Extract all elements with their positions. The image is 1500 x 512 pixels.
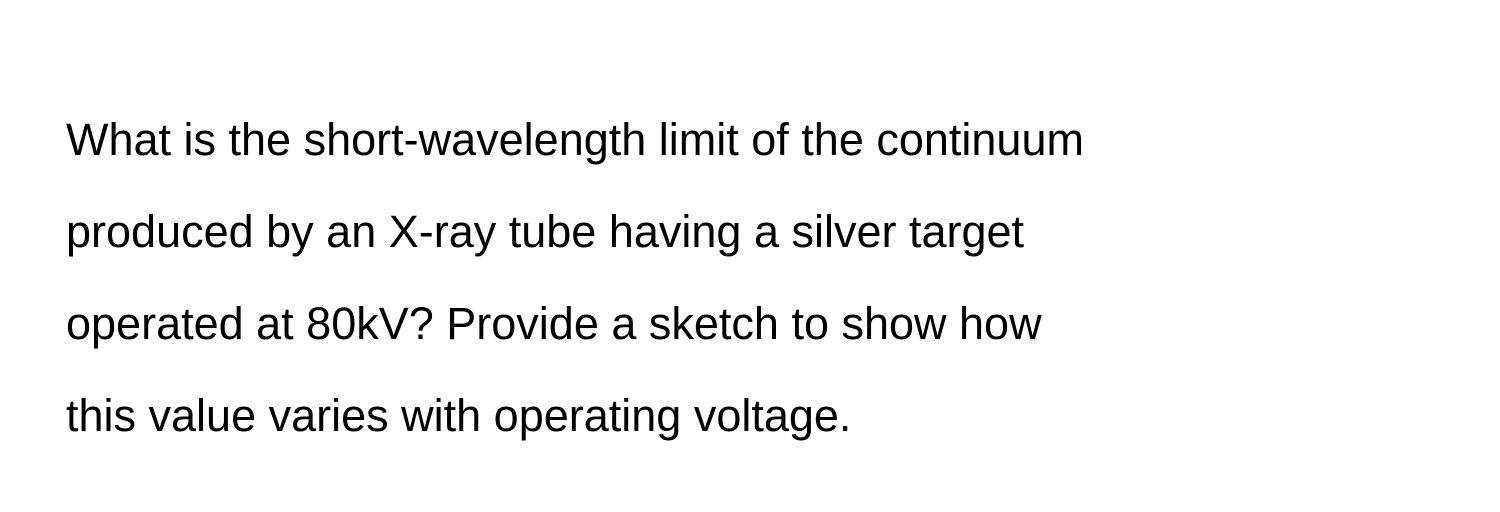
question-line: this value varies with operating voltage. <box>66 390 852 441</box>
question-line: produced by an X-ray tube having a silver target <box>66 206 1025 257</box>
question-text <box>66 94 1476 462</box>
question-line: operated at 80kV? Provide a sketch to show how <box>66 298 1042 349</box>
question-line: What is the short-wavelength limit of the continuum <box>66 114 1084 165</box>
